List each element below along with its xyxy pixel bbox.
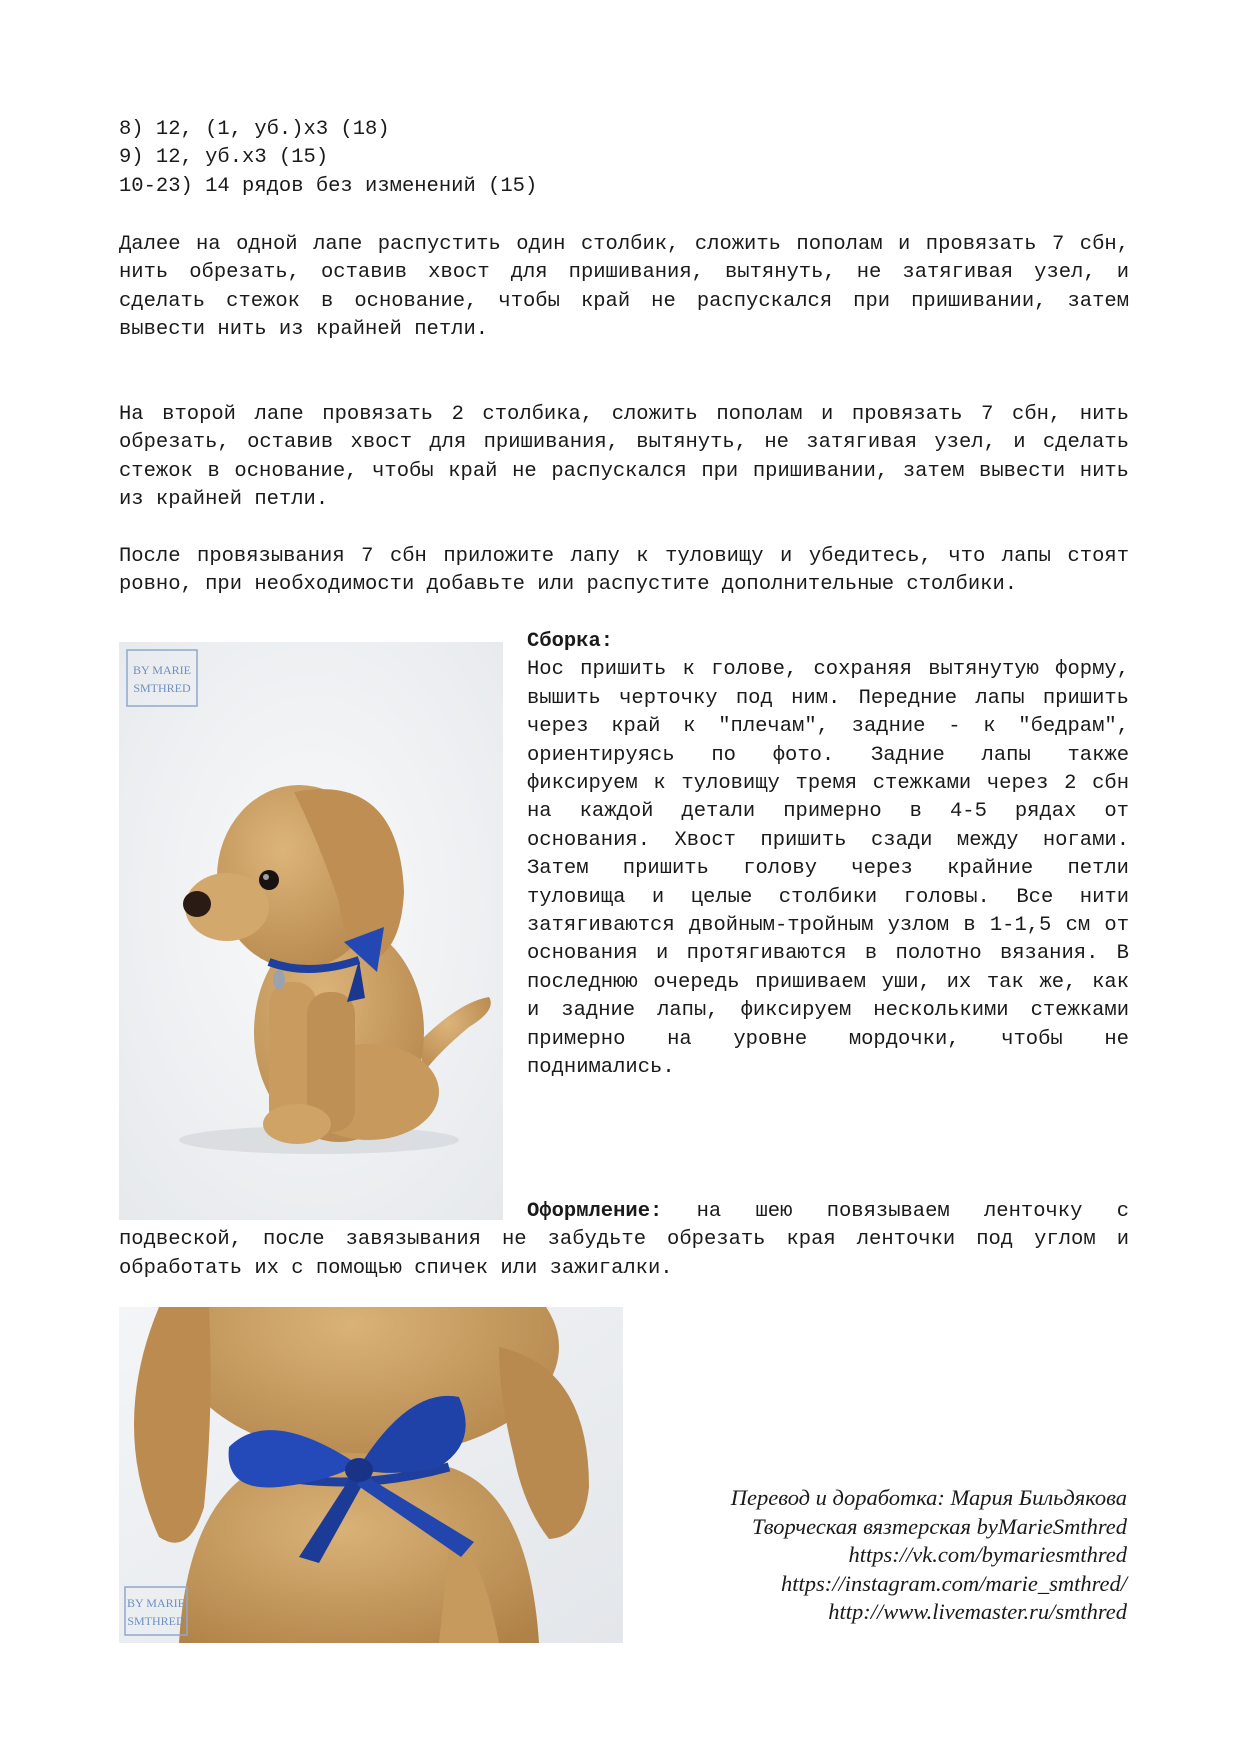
assembly-text: Нос пришить к голове, сохраняя вытянутую форму, вышить черточку под ним. Передние лапы пришить через край к "плечам", задние - к "бедрам", ориентируясь по фото. Задние лапы также фиксируем к туловищу тремя стежками через 2 сбн на каждой детали примерно в 4-5 рядах от основания. Хвост пришить сзади между ногами. Затем пришить голову через крайние петли туловища и целые столбики головы. Все нити затягиваются двойным-тройным узлом в 1-1,5 см от основания и протягиваются в полотно вязания. В последнюю очередь пришиваем уши, их так же, как и задние лапы, фиксируем несколькими стежками примерно на уровне мордочки, чтобы не поднимались. bbox=[527, 658, 1129, 1080]
svg-text:SMTHRED: SMTHRED bbox=[133, 681, 191, 695]
svg-text:BY MARIE: BY MARIE bbox=[133, 663, 191, 677]
credits-block bbox=[567, 1484, 1127, 1627]
credits-livemaster-link[interactable]: http://www.livemaster.ru/smthred bbox=[828, 1599, 1127, 1625]
photo-sitting-dog bbox=[119, 642, 503, 1220]
decoration-text: на шею повязываем ленточку с подвеской, после завязывания не забудьте обрезать края ленточки под углом и обработать их с помощью спичек или зажигалки. bbox=[119, 1200, 1129, 1280]
decoration-heading: Оформление: bbox=[527, 1200, 663, 1223]
row-line: 9) 12, уб.х3 (15) bbox=[119, 146, 329, 170]
row-instructions bbox=[119, 116, 1129, 201]
decoration-section bbox=[119, 1198, 1129, 1283]
credits-vk-link[interactable]: https://vk.com/bymariesmthred bbox=[848, 1542, 1127, 1568]
assembly-heading: Сборка: bbox=[527, 630, 614, 653]
photo-dog-ribbon-closeup bbox=[119, 1307, 623, 1643]
row-line: 10-23) 14 рядов без изменений (15) bbox=[119, 174, 538, 198]
paragraph-second-paw: На второй лапе провязать 2 столбика, сложить пополам и провязать 7 сбн, нить обрезать, оставив хвост для пришивания, вытянуть, не затягивая узел, и сделать стежок в основание, чтобы край не распускался при пришивании, затем вывести нить из крайней петли. bbox=[119, 403, 1129, 512]
paragraph-check-paws: После провязывания 7 сбн приложите лапу к туловищу и убедитесь, что лапы стоят ровно, при необходимости добавьте или распустите дополнительные столбики. bbox=[119, 545, 1129, 597]
svg-text:SMTHRED: SMTHRED bbox=[127, 1614, 185, 1628]
assembly-section bbox=[527, 628, 1129, 1083]
credits-instagram-link[interactable]: https://instagram.com/marie_smthred/ bbox=[780, 1570, 1127, 1596]
svg-text:BY MARIE: BY MARIE bbox=[127, 1596, 185, 1610]
credits-author: Перевод и доработка: Мария Бильдякова bbox=[730, 1485, 1127, 1510]
row-line: 8) 12, (1, уб.)х3 (18) bbox=[119, 118, 390, 141]
credits-workshop: Творческая вязтерская byMarieSmthred bbox=[752, 1513, 1127, 1539]
paragraph-first-paw: Далее на одной лапе распустить один столбик, сложить пополам и провязать 7 сбн, нить обрезать, оставив хвост для пришивания, вытянуть, не затягивая узел, и сделать стежок в основание, чтобы край не распускался при пришивании, затем вывести нить из крайней петли. bbox=[119, 233, 1129, 342]
